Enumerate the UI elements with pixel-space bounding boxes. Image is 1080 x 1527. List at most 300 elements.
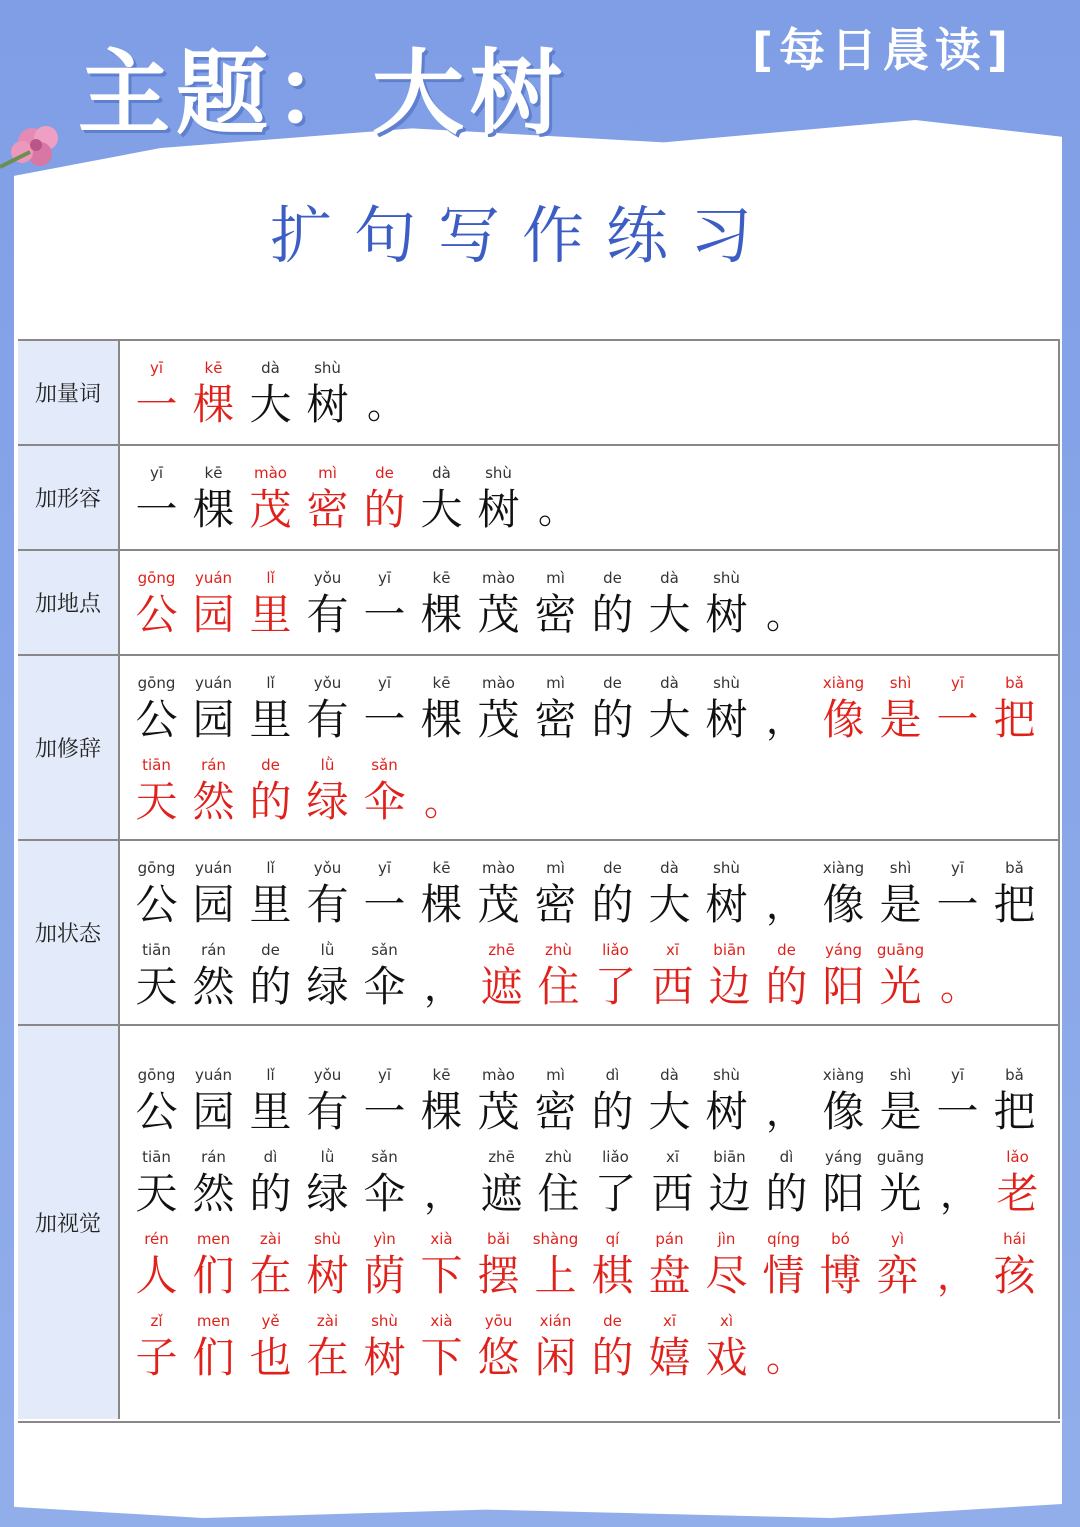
pinyin-text: lǐ [266, 569, 275, 587]
pinyin-text: gōng [137, 859, 176, 877]
char-cell [299, 359, 356, 431]
char-cell [929, 674, 986, 746]
pinyin-text: yī [950, 859, 965, 877]
char-cell [929, 1066, 986, 1138]
sentence-cell [120, 656, 1060, 839]
hanzi-char: 是 [879, 695, 922, 744]
char-cell [584, 569, 641, 641]
pinyin-text: lǜ [320, 941, 335, 959]
char-cell [299, 674, 356, 746]
char-cell [872, 941, 929, 1013]
pinyin-text: gōng [137, 1066, 176, 1084]
char-cell [641, 1230, 698, 1302]
row-label-cell [18, 656, 120, 839]
pinyin-text: lǐ [266, 859, 275, 877]
hanzi-char: 的 [591, 590, 634, 639]
char-cell [299, 1312, 356, 1384]
pinyin-text: mì [546, 569, 565, 587]
char-cell [185, 756, 242, 828]
table-row [18, 341, 1060, 446]
char-cell [299, 569, 356, 641]
pinyin-text: shù [485, 464, 512, 482]
hanzi-char: 人 [135, 1251, 178, 1300]
char-cell [185, 1148, 242, 1220]
char-cell [584, 859, 641, 931]
pinyin-text: rán [201, 1148, 226, 1166]
char-cell [758, 941, 815, 1013]
char-cell [755, 569, 815, 641]
char-cell [242, 1230, 299, 1302]
hanzi-char: 像 [822, 1087, 865, 1136]
hanzi-char: 一 [135, 485, 178, 534]
char-cell [530, 941, 587, 1013]
pinyin-text: de [603, 674, 622, 692]
hanzi-char: 公 [135, 880, 178, 929]
char-cell [989, 1148, 1046, 1220]
char-cell [812, 1230, 869, 1302]
hanzi-char: 然 [192, 777, 235, 826]
char-cell [815, 859, 872, 931]
char-cell [356, 859, 413, 931]
pinyin-text: de [375, 464, 394, 482]
hanzi-char: 们 [192, 1251, 235, 1300]
hanzi-char: 伞 [363, 1169, 406, 1218]
pinyin-text: qí [605, 1230, 620, 1248]
char-cell [413, 569, 470, 641]
hanzi-char: 密 [534, 1087, 577, 1136]
row-label: 加视觉 [34, 1212, 101, 1237]
hanzi-char: 密 [306, 485, 349, 534]
hanzi-char: 棵 [192, 380, 235, 429]
pinyin-text: shù [713, 674, 740, 692]
hanzi-char: 里 [249, 1087, 292, 1136]
char-cell [698, 1230, 755, 1302]
hanzi-char: 茂 [477, 695, 520, 744]
hanzi-char: 把 [993, 880, 1036, 929]
hanzi-char: 绿 [306, 1169, 349, 1218]
pinyin-text: liǎo [602, 1148, 629, 1166]
pinyin-text: qíng [767, 1230, 800, 1248]
hanzi-char: 阳 [822, 962, 865, 1011]
sentence-line [128, 1066, 1043, 1138]
char-cell [356, 359, 416, 431]
char-cell [698, 569, 755, 641]
pinyin-text: rán [201, 941, 226, 959]
char-cell [128, 1066, 185, 1138]
char-cell [242, 359, 299, 431]
hanzi-char: 遮 [480, 962, 523, 1011]
char-cell [128, 464, 185, 536]
char-cell [413, 859, 470, 931]
sentence-line [128, 941, 989, 1013]
pinyin-text: shù [314, 1230, 341, 1248]
hanzi-char: 了 [594, 1169, 637, 1218]
hanzi-char: 上 [534, 1251, 577, 1300]
pinyin-text: gōng [137, 674, 176, 692]
char-cell [755, 674, 815, 746]
pinyin-text: yǒu [313, 674, 342, 692]
pinyin-text: yǒu [313, 1066, 342, 1084]
pinyin-text: shù [371, 1312, 398, 1330]
pinyin-text: rán [201, 756, 226, 774]
pinyin-text: men [196, 1312, 231, 1330]
char-cell [356, 1312, 413, 1384]
hanzi-char: 盘 [648, 1251, 691, 1300]
char-cell [413, 941, 473, 1013]
char-cell [413, 1312, 470, 1384]
char-cell [185, 1230, 242, 1302]
hanzi-char: 是 [879, 880, 922, 929]
hanzi-char: 绿 [306, 962, 349, 1011]
sentence-line [128, 1312, 815, 1384]
char-cell [815, 941, 872, 1013]
hanzi-char: 里 [249, 695, 292, 744]
hanzi-char: 密 [534, 695, 577, 744]
char-cell [986, 674, 1043, 746]
hanzi-char: 边 [708, 962, 751, 1011]
char-cell [185, 359, 242, 431]
pinyin-text: mì [318, 464, 337, 482]
hanzi-char: 的 [765, 962, 808, 1011]
pinyin-text: de [603, 569, 622, 587]
char-cell [869, 1230, 926, 1302]
pinyin-text: bǎi [487, 1230, 510, 1248]
hanzi-char: 公 [135, 590, 178, 639]
hanzi-char: 悠 [477, 1333, 520, 1382]
char-cell [527, 859, 584, 931]
char-cell [698, 674, 755, 746]
pinyin-text: lǜ [320, 756, 335, 774]
hanzi-char: ， [765, 883, 804, 927]
pinyin-text: dì [779, 1148, 794, 1166]
hanzi-char: 在 [249, 1251, 292, 1300]
char-cell [530, 1148, 587, 1220]
hanzi-char: 的 [249, 962, 292, 1011]
char-cell [185, 1312, 242, 1384]
char-cell [986, 1230, 1043, 1302]
pinyin-text: yuán [194, 569, 233, 587]
char-cell [128, 674, 185, 746]
char-cell [929, 1148, 989, 1220]
hanzi-char: 有 [306, 1087, 349, 1136]
hanzi-char: 密 [534, 590, 577, 639]
pinyin-text: zài [259, 1230, 282, 1248]
sentence-cell [120, 551, 1060, 654]
row-label-cell [18, 551, 120, 654]
pinyin-text: sǎn [371, 941, 398, 959]
hanzi-char: ， [423, 1172, 462, 1216]
char-cell [758, 1148, 815, 1220]
pinyin-text: bó [831, 1230, 850, 1248]
hanzi-char: 天 [135, 1169, 178, 1218]
hanzi-char: 的 [249, 777, 292, 826]
char-cell [128, 859, 185, 931]
hanzi-char: 大 [648, 880, 691, 929]
char-cell [356, 941, 413, 1013]
pinyin-text: xián [539, 1312, 572, 1330]
char-cell [698, 1066, 755, 1138]
hanzi-char: 棋 [591, 1251, 634, 1300]
pinyin-text: lǎo [1006, 1148, 1029, 1166]
sentence-line [128, 674, 1043, 746]
pinyin-text: zhù [545, 1148, 572, 1166]
char-cell [641, 569, 698, 641]
char-cell [641, 1312, 698, 1384]
sentence-line [128, 359, 416, 431]
hanzi-char: 。 [366, 383, 405, 427]
char-cell [299, 859, 356, 931]
hanzi-char: ， [939, 1172, 978, 1216]
hanzi-char: 树 [705, 1087, 748, 1136]
row-label: 加修辞 [34, 737, 101, 762]
hanzi-char: 了 [594, 962, 637, 1011]
char-cell [242, 756, 299, 828]
pinyin-text: guāng [876, 1148, 925, 1166]
char-cell [413, 1066, 470, 1138]
pinyin-text: xī [665, 941, 680, 959]
hanzi-char: 子 [135, 1333, 178, 1382]
pinyin-text: gōng [137, 569, 176, 587]
pinyin-text: xiàng [822, 674, 865, 692]
char-cell [128, 1230, 185, 1302]
sentence-cell [120, 341, 1060, 444]
pinyin-text: zhē [488, 941, 515, 959]
pinyin-text: dà [660, 859, 679, 877]
pinyin-text: yì [890, 1230, 905, 1248]
pinyin-text: yǒu [313, 569, 342, 587]
pinyin-text: dà [660, 569, 679, 587]
char-cell [356, 569, 413, 641]
pinyin-text: zǐ [150, 1312, 163, 1330]
hanzi-char: 弈 [876, 1251, 919, 1300]
pinyin-text: kē [432, 569, 451, 587]
char-cell [755, 859, 815, 931]
pinyin-text: dà [261, 359, 280, 377]
char-cell [584, 1230, 641, 1302]
char-cell [185, 464, 242, 536]
hanzi-char: 的 [591, 695, 634, 744]
pinyin-text: shì [889, 1066, 912, 1084]
char-cell [698, 1312, 755, 1384]
pinyin-text: mào [482, 674, 515, 692]
pinyin-text: kē [432, 1066, 451, 1084]
pinyin-text: yī [377, 569, 392, 587]
pinyin-text: mào [482, 1066, 515, 1084]
hanzi-char: 里 [249, 590, 292, 639]
char-cell [413, 464, 470, 536]
hanzi-char: 把 [993, 695, 1036, 744]
char-cell [413, 1148, 473, 1220]
hanzi-char: 树 [705, 880, 748, 929]
pinyin-text: yī [377, 1066, 392, 1084]
char-cell [470, 1230, 527, 1302]
hanzi-char: 茂 [477, 880, 520, 929]
hanzi-char: 一 [363, 880, 406, 929]
char-cell [815, 1066, 872, 1138]
row-label: 加形容 [34, 487, 101, 512]
pinyin-text: dà [432, 464, 451, 482]
hanzi-char: 公 [135, 1087, 178, 1136]
char-cell [644, 1148, 701, 1220]
char-cell [755, 1312, 815, 1384]
hanzi-char: 茂 [477, 590, 520, 639]
pinyin-text: yī [377, 674, 392, 692]
hanzi-char: 下 [420, 1251, 463, 1300]
char-cell [413, 1230, 470, 1302]
table-row [18, 446, 1060, 551]
row-label-cell [18, 1026, 120, 1419]
hanzi-char: 棵 [192, 485, 235, 534]
hanzi-char: 棵 [420, 880, 463, 929]
hanzi-char: 像 [822, 695, 865, 744]
pinyin-text: dà [660, 674, 679, 692]
hanzi-char: 伞 [363, 962, 406, 1011]
char-cell [755, 1066, 815, 1138]
hanzi-char: ， [765, 698, 804, 742]
hanzi-char: 里 [249, 880, 292, 929]
char-cell [356, 464, 413, 536]
hanzi-char: ， [765, 1090, 804, 1134]
char-cell [584, 674, 641, 746]
pinyin-text: xī [662, 1312, 677, 1330]
char-cell [242, 674, 299, 746]
pinyin-text: men [196, 1230, 231, 1248]
pinyin-text: yī [149, 464, 164, 482]
pinyin-text: mào [482, 859, 515, 877]
hanzi-char: 老 [996, 1169, 1039, 1218]
hanzi-char: 住 [537, 1169, 580, 1218]
hanzi-char: 的 [591, 1333, 634, 1382]
char-cell [470, 569, 527, 641]
char-cell [242, 941, 299, 1013]
hanzi-char: 孩 [993, 1251, 1036, 1300]
pinyin-text: yuán [194, 859, 233, 877]
char-cell [527, 674, 584, 746]
hanzi-char: 树 [306, 380, 349, 429]
hanzi-char: 博 [819, 1251, 862, 1300]
char-cell [242, 1148, 299, 1220]
pinyin-text: tiān [142, 941, 171, 959]
pinyin-text: mì [546, 1066, 565, 1084]
hanzi-char: 西 [651, 1169, 694, 1218]
char-cell [242, 569, 299, 641]
hanzi-char: 像 [822, 880, 865, 929]
hanzi-char: 棵 [420, 695, 463, 744]
pinyin-text: dì [263, 1148, 278, 1166]
char-cell [584, 1066, 641, 1138]
char-cell [299, 1066, 356, 1138]
hanzi-char: 大 [648, 590, 691, 639]
char-cell [242, 1066, 299, 1138]
char-cell [356, 674, 413, 746]
pinyin-text: yōu [484, 1312, 513, 1330]
pinyin-text: shù [713, 859, 740, 877]
hanzi-char: 戏 [705, 1333, 748, 1382]
row-label: 加地点 [34, 592, 101, 617]
hanzi-char: 。 [939, 965, 978, 1009]
hanzi-char: 绿 [306, 777, 349, 826]
char-cell [128, 941, 185, 1013]
hanzi-char: 摆 [477, 1251, 520, 1300]
char-cell [299, 464, 356, 536]
char-cell [926, 1230, 986, 1302]
char-cell [986, 859, 1043, 931]
hanzi-char: 园 [192, 880, 235, 929]
char-cell [815, 674, 872, 746]
pinyin-text: mì [546, 674, 565, 692]
row-label: 加量词 [34, 382, 101, 407]
hanzi-char: 一 [135, 380, 178, 429]
hanzi-char: 茂 [477, 1087, 520, 1136]
hanzi-char: 闲 [534, 1333, 577, 1382]
hanzi-char: 天 [135, 962, 178, 1011]
char-cell [872, 1148, 929, 1220]
hanzi-char: 棵 [420, 590, 463, 639]
char-cell [470, 859, 527, 931]
char-cell [470, 674, 527, 746]
hanzi-char: 一 [363, 590, 406, 639]
hanzi-char: 茂 [249, 485, 292, 534]
char-cell [527, 1312, 584, 1384]
pinyin-text: kē [432, 674, 451, 692]
sentence-line [128, 859, 1043, 931]
hanzi-char: 树 [705, 695, 748, 744]
pinyin-text: lǐ [266, 1066, 275, 1084]
char-cell [527, 464, 587, 536]
pinyin-text: tiān [142, 1148, 171, 1166]
hanzi-char: 的 [249, 1169, 292, 1218]
hanzi-char: 树 [306, 1251, 349, 1300]
hanzi-char: 一 [363, 1087, 406, 1136]
char-cell [527, 1066, 584, 1138]
char-cell [185, 859, 242, 931]
hanzi-char: 西 [651, 962, 694, 1011]
row-label-cell [18, 446, 120, 549]
hanzi-char: 遮 [480, 1169, 523, 1218]
char-cell [641, 674, 698, 746]
hanzi-char: 嬉 [648, 1333, 691, 1382]
pinyin-text: lǐ [266, 674, 275, 692]
char-cell [641, 1066, 698, 1138]
hanzi-char: 大 [648, 695, 691, 744]
hanzi-char: 大 [648, 1087, 691, 1136]
worksheet-subtitle: 扩句写作练习 [270, 199, 775, 272]
pinyin-text: kē [204, 464, 223, 482]
table-row [18, 841, 1060, 1026]
hanzi-char: 天 [135, 777, 178, 826]
char-cell [185, 941, 242, 1013]
hanzi-char: 树 [477, 485, 520, 534]
pinyin-text: de [603, 859, 622, 877]
hanzi-char: ， [423, 965, 462, 1009]
pinyin-text: yìn [373, 1230, 396, 1248]
pinyin-text: biān [713, 1148, 746, 1166]
pinyin-text: yuán [194, 674, 233, 692]
pinyin-text: sǎn [371, 756, 398, 774]
pinyin-text: xiàng [822, 1066, 865, 1084]
char-cell [413, 756, 473, 828]
hanzi-char: 有 [306, 590, 349, 639]
hanzi-char: 。 [423, 780, 462, 824]
hanzi-char: 的 [765, 1169, 808, 1218]
char-cell [299, 941, 356, 1013]
pinyin-text: shù [713, 1066, 740, 1084]
char-cell [641, 859, 698, 931]
hanzi-char: 伞 [363, 777, 406, 826]
hanzi-char: 一 [363, 695, 406, 744]
pinyin-text: de [777, 941, 796, 959]
char-cell [698, 859, 755, 931]
